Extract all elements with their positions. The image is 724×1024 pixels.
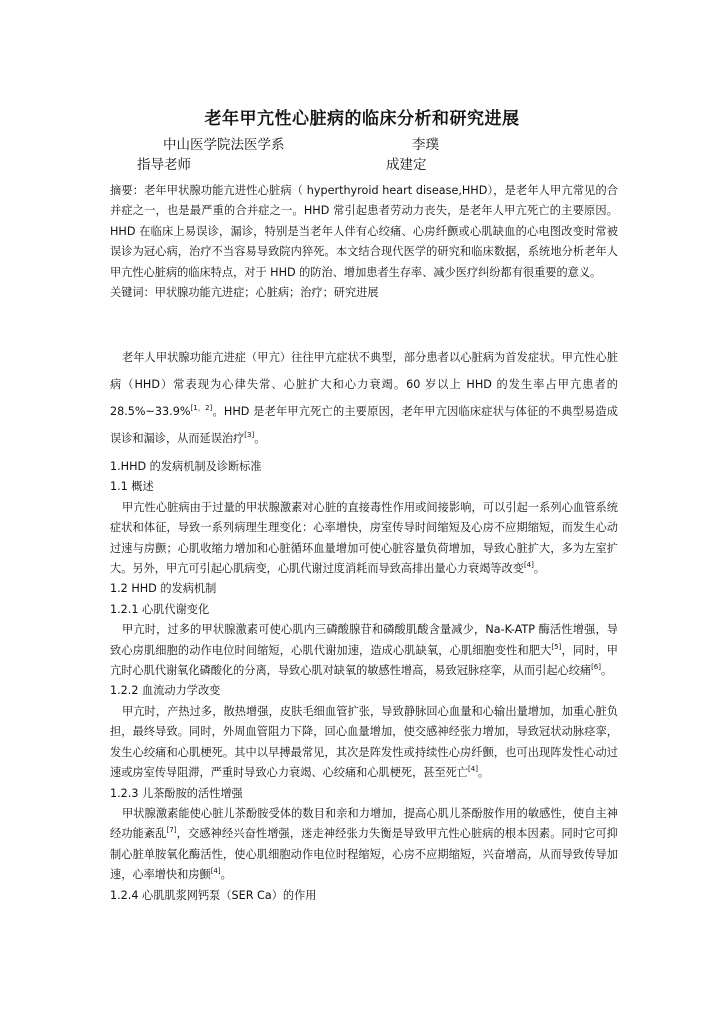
section-1 bbox=[110, 457, 618, 906]
intro-text-1: 老年人甲状腺功能亢进症（甲亢）往往甲亢症状不典型，部分患者以心脏病为首发症状。甲亢性心脏病（HHD）常表现为心律失常、心脏扩大和心力衰竭。60 岁以上 HHD 的发生率占甲亢患者的 28.5%~33.9% bbox=[110, 351, 618, 418]
section-heading: 1.HHD 的发病机制及诊断标准 bbox=[110, 460, 262, 473]
abstract-section bbox=[110, 181, 618, 303]
citation: [7] bbox=[166, 826, 177, 835]
citation: [5] bbox=[551, 642, 562, 651]
advisor-name: 成建定 bbox=[386, 157, 427, 173]
intro-text-2: 。HHD 是老年甲亢死亡的主要原因，老年甲亢因临床症状与体征的不典型易造成误诊和漏诊，从而延误治疗 bbox=[110, 405, 618, 445]
hemodynamics-end: 。 bbox=[477, 766, 490, 780]
subsubsection-heading: 1.2.1 心肌代谢变化 bbox=[110, 602, 210, 616]
subsubsection-heading: 1.2.3 儿茶酚胺的活性增强 bbox=[110, 786, 243, 800]
metabolism-end: 。 bbox=[601, 664, 613, 678]
overview-text: 甲亢性心脏病由于过量的甲状腺激素对心脏的直接毒性作用或间接影响，可以引起一系列心血管系统症状和体征，导致一系列病理生理变化：心率增快，房室传导时间缩短及心房不应期缩短，而发生心动过速与房颤；心肌收缩力增加和心脏循环血量增加可使心脏容量负荷增加，导致心脏扩大，多为左室扩大。另外，甲亢可引起心肌病变，心肌代谢过度消耗而导致高排出量心力衰竭等改变 bbox=[110, 500, 618, 576]
citation: [3] bbox=[244, 431, 255, 439]
citation: [4] bbox=[523, 561, 534, 570]
subsection-heading: 1.2 HHD 的发病机制 bbox=[110, 582, 217, 596]
citation: [1，2] bbox=[190, 404, 213, 412]
catecholamine-end: 。 bbox=[220, 868, 232, 882]
overview-paragraph bbox=[110, 498, 618, 580]
hemodynamics-text: 甲亢时，产热过多，散热增强，皮肤毛细血管扩张，导致静脉回心血量和心输出量增加，加重心脏负担，最终导致。同时，外周血管阻力下降，回心血量增加，使交感神经张力增加，导致冠状动脉痉挛，发生心绞痛和心肌梗死。其中以早搏最常见，其次是阵发性或持续性心房纤颤，也可出现阵发性心动过速或房室传导阻滞，严重时导致心力衰竭、心绞痛和心肌梗死，甚至死亡 bbox=[110, 704, 618, 780]
advisor-label: 指导老师 bbox=[137, 157, 191, 173]
author-name: 李璞 bbox=[412, 137, 439, 153]
catecholamine-text-2: ，交感神经兴奋性增强，迷走神经张力失衡是导致甲亢性心脏病的根本因素。同时它可抑制心脏单胺氧化酶活性，使心肌细胞动作电位时程缩短，心房不应期缩短，兴奋增高，从而导致传导加速，心率增快和房颤 bbox=[110, 827, 618, 882]
intro-paragraph bbox=[110, 344, 618, 452]
department: 中山医学院法医学系 bbox=[163, 137, 285, 153]
hemodynamics-paragraph bbox=[110, 702, 618, 784]
abstract-text: 摘要：老年甲状腺功能亢进性心脏病（ hyperthyroid heart disease,HHD），是老年人甲亢常见的合并症之一，也是最严重的合并症之一。HHD 常引起患者劳动力丧失，是老年人甲亢死亡的主要原因。HHD 在临床上易误诊，漏诊，特别是当老年人伴有心绞痛、心房纤颤或心肌缺血的心电图改变时常被误诊为冠心病，治疗不当容易导致院内猝死。本文结合现代医学的研究和临床数据，系统地分析老年人甲亢性心脏病的临床特点，对于 HHD 的防治、增加患者生存率、减少医疗纠纷都有很重要的意义。 bbox=[110, 184, 618, 279]
catecholamine-text: 甲状腺激素能使心脏儿茶酚胺受体的数目和亲和力增加，提高心肌儿茶酚胺作用的敏感性，使自主神经功能紊乱 bbox=[110, 806, 618, 841]
citation: [4] bbox=[468, 765, 478, 774]
paper-title: 老年甲亢性心脏病的临床分析和研究进展 bbox=[204, 109, 520, 129]
intro-text-3: 。 bbox=[254, 432, 266, 445]
metabolism-text: 甲亢时，过多的甲状腺激素可使心肌内三磷酸腺苷和磷酸肌酸含量减少，Na-K-ATP 酶活性增强，导致心房肌细胞的动作电位时间缩短，心肌代谢加速，造成心肌缺氧，心肌细胞变性和肥大 bbox=[110, 623, 618, 657]
overview-end: 。 bbox=[533, 562, 546, 576]
citation: [6] bbox=[591, 663, 601, 672]
intro-section bbox=[110, 344, 618, 452]
metabolism-text-2: ，同时，甲亢时心肌代谢氧化磷酸化的分离，导致心肌对缺氧的敏感性增高，易致冠脉痉挛，从而引起心绞痛 bbox=[110, 643, 618, 678]
subsubsection-heading: 1.2.4 心肌肌浆网钙泵（SER Ca）的作用 bbox=[110, 888, 317, 902]
citation: [4] bbox=[210, 867, 221, 876]
subsubsection-heading: 1.2.2 血流动力学改变 bbox=[110, 684, 221, 698]
keywords: 关键词：甲状腺功能亢进症；心脏病；治疗；研究进展 bbox=[110, 286, 379, 300]
subsection-heading: 1.1 概述 bbox=[110, 480, 154, 494]
metabolism-paragraph bbox=[110, 620, 618, 681]
catecholamine-paragraph bbox=[110, 804, 618, 886]
